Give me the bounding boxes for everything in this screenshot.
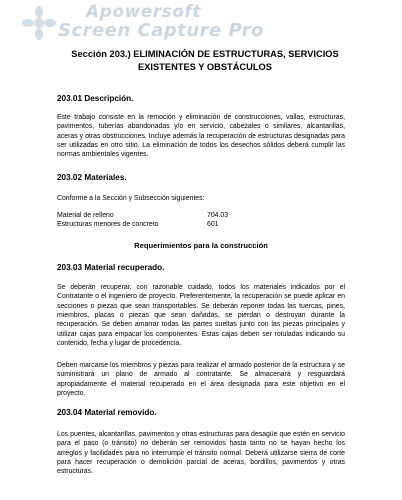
- material-code: 601: [207, 221, 219, 228]
- paragraph-description: Este trabajo consiste en la remoción y eliminación de construcciones, vallas, estructuras, pavimentos, tuberías abandonadas y/o en servicio, cabezales o similares, alcantarillas, aceras y otras obstrucciones. Incluye además la recuperación de estructuras designadas para ser utilizadas en otro sitio. La eliminación de todos los desechos sólidos deberá cumplir las normas ambientales vigentes.: [57, 114, 345, 159]
- material-name: Material de relleno: [57, 212, 114, 219]
- material-code: 704.03: [207, 212, 229, 219]
- watermark: [28, 4, 264, 41]
- paragraph-recovered-2: Deben marcarse los miembros y piezas para realizar el armado posterior de la estructura y se suministrará un plano de armado al contratante. Se almacenará y resguardará apropiadamente el material recuperado en el área designada para este objetivo en el proyecto.: [57, 362, 345, 398]
- title-line1: Sección 203.) ELIMINACIÓN DE ESTRUCTURAS, SERVICIOS: [71, 49, 339, 59]
- heading-203-03: 203.03 Material recuperado.: [57, 263, 165, 272]
- heading-203-04: 203.04 Material removido.: [57, 408, 157, 417]
- material-name: Estructuras menores de concreto: [57, 221, 159, 228]
- section-title: [40, 48, 370, 74]
- paragraph-recovered-1: Se deberán recuperar, con razonable cuidado, todos los materiales indicados por el Contratante o el ingeniero de proyecto. Preferentemente, la recuperación se puede aplicar en secciones o piezas que sean transportables. Se deberán reponer todas las tuercas, pines, miembros, placas o piezas que sean dañadas, se pierdan o destruyan durante la recuperación. Se deben amarrar todas las partes sueltas junto con las piezas principales y utilizar cajas para empacar los componentes. Estas cajas deben ser rotuladas indicando su contenido, fecha y lugar de procedencia.: [57, 284, 345, 348]
- requirements-heading: Requerimientos para la construcción: [134, 241, 268, 250]
- watermark-line1: Apowersoft: [86, 2, 201, 22]
- material-row: [57, 212, 228, 219]
- title-line2: EXISTENTES Y OBSTÁCULOS: [138, 62, 272, 72]
- watermark-line2: Screen Capture Pro: [58, 19, 264, 41]
- heading-203-02: 203.02 Materiales.: [57, 173, 127, 182]
- apowersoft-logo-icon: [22, 6, 56, 40]
- materials-intro: Conforme a la Sección y Subsección siguientes:: [57, 195, 205, 202]
- material-row: [57, 221, 219, 228]
- paragraph-removed: Los puentes, alcantarillas, pavimentos y otras estructuras para desagüe que estén en servicio para el paso (o tránsito) no deberán ser removidos hasta tanto no se hayan hecho los arreglos y facilidades para no interrumpir el tránsito normal. Deberá utilizarse sierra de corte para hacer recuperación o demolición parcial de aceras, bordillos, pavimentos y otras estructuras.: [57, 431, 345, 476]
- heading-203-01: 203.01 Descripción.: [57, 94, 134, 103]
